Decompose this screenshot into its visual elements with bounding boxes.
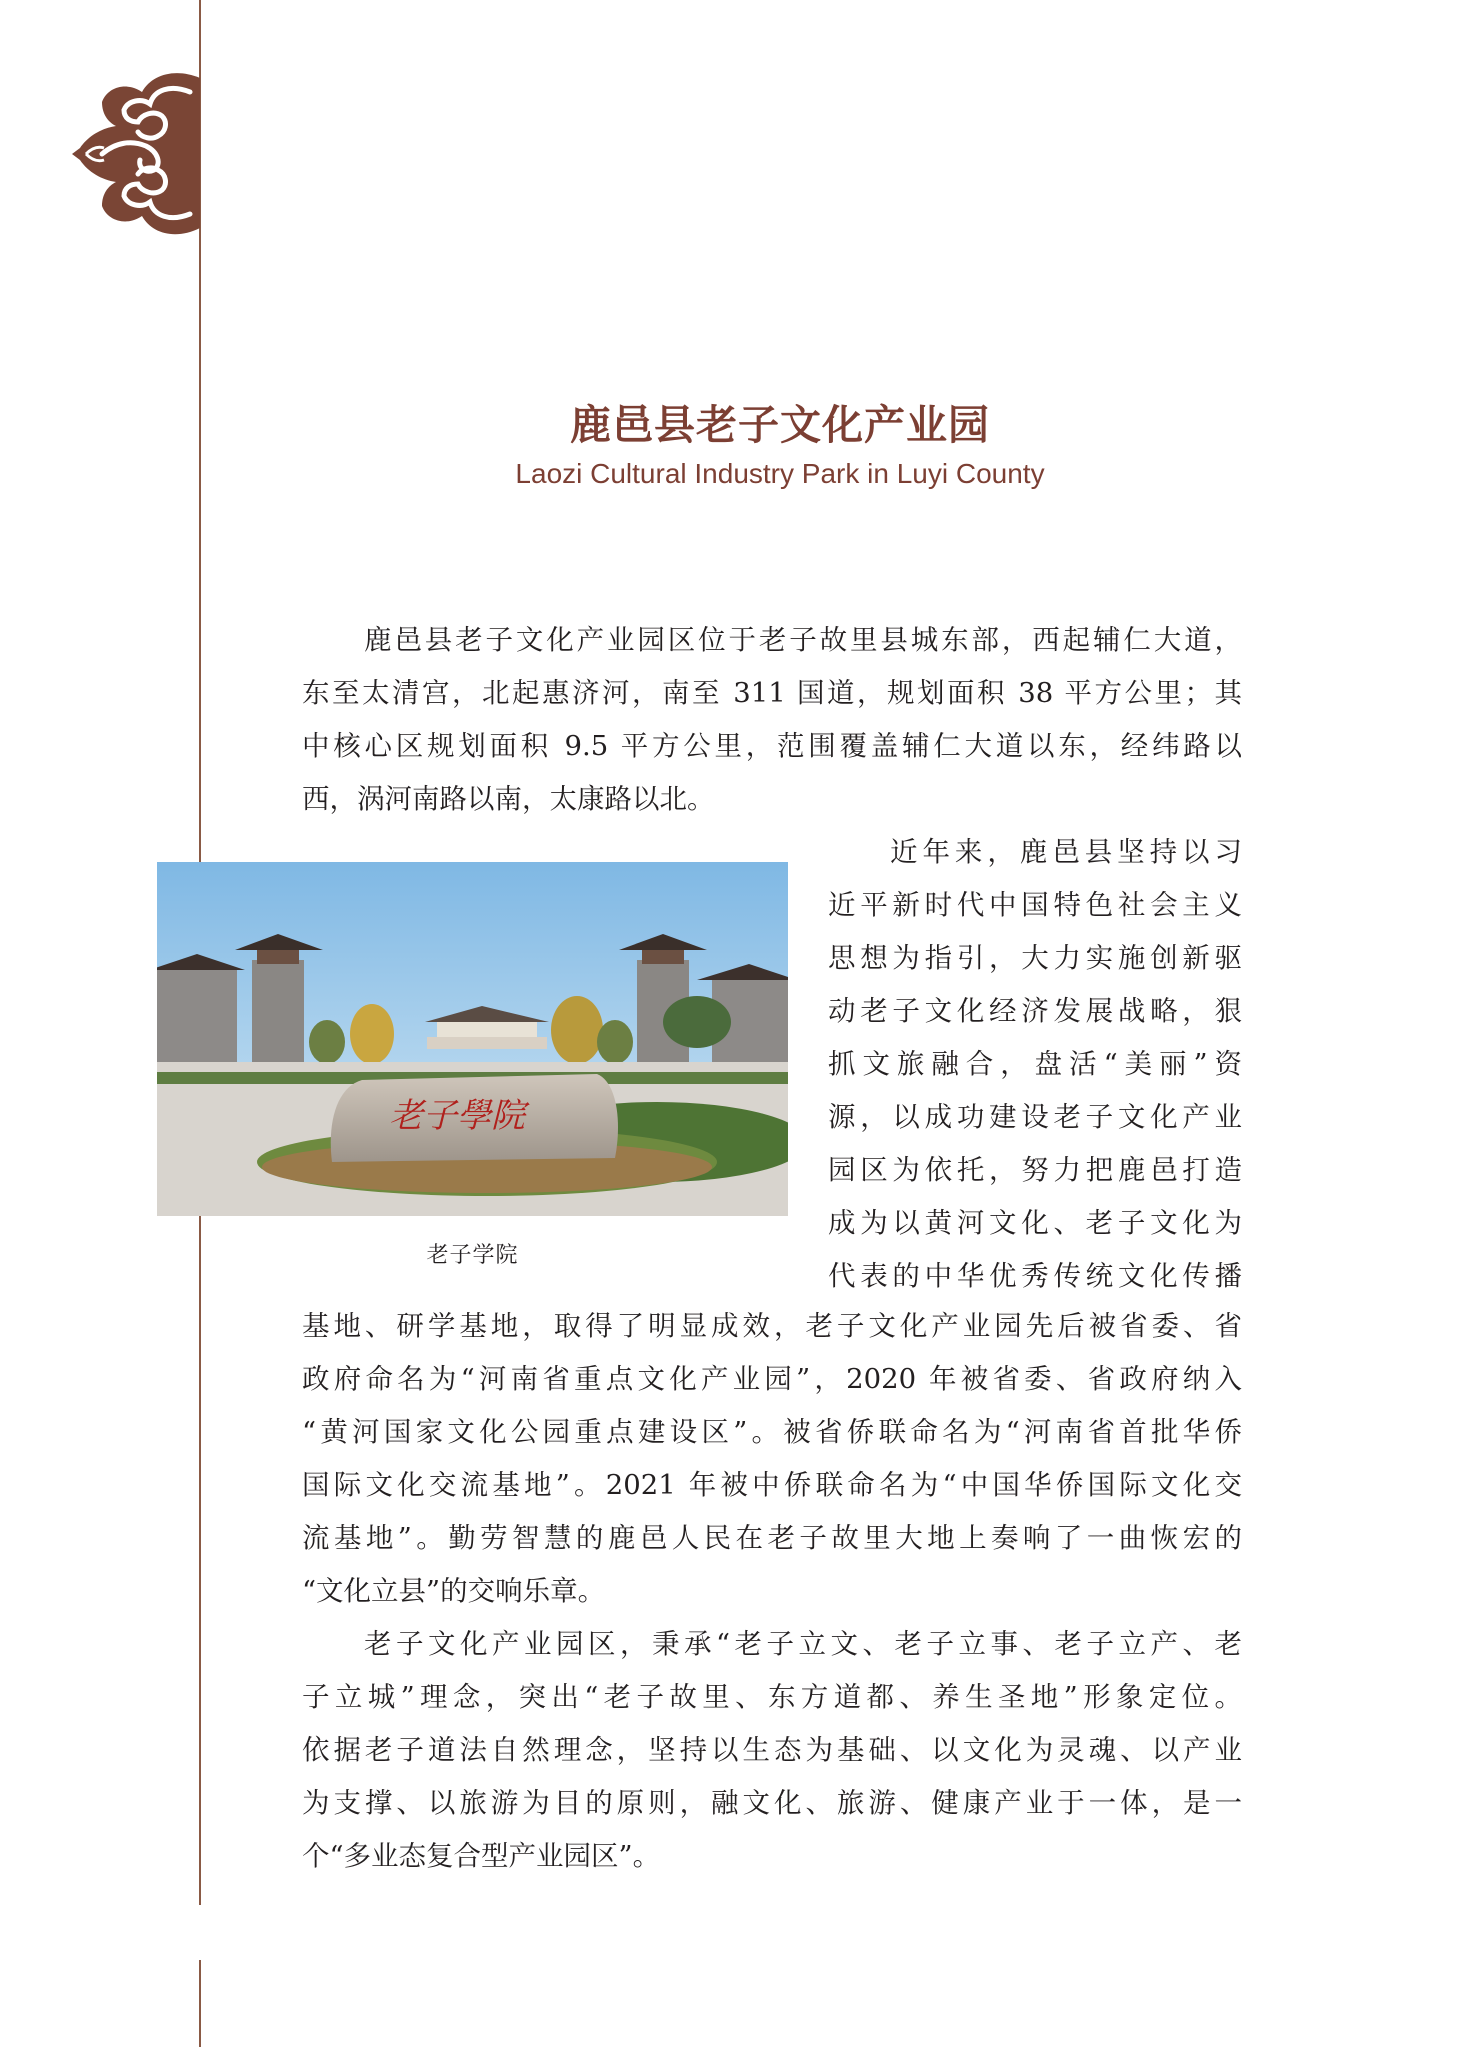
- text-line: 近年来，鹿邑县坚持以习: [890, 836, 1242, 868]
- text-line: 代表的中华优秀传统文化传播: [828, 1260, 1242, 1292]
- paragraph-1: [302, 614, 1242, 826]
- text-line: 鹿邑县老子文化产业园区位于老子故里县城东部，西起辅仁大道，: [364, 624, 1242, 656]
- laozi-academy-photo: [157, 862, 788, 1216]
- paragraph-2-continued: [302, 1300, 1242, 1618]
- stone-inscription: 老子學院: [389, 1096, 525, 1136]
- text-line: 源，以成功建设老子文化产业: [828, 1101, 1242, 1133]
- paragraph-3: [302, 1618, 1242, 1883]
- text-line: 基地、研学基地，取得了明显成效，老子文化产业园先后被省委、省: [302, 1310, 1242, 1342]
- photo-caption: 老子学院: [426, 1243, 519, 1268]
- text-line: 园区为依托，努力把鹿邑打造: [828, 1154, 1242, 1186]
- text-line: 个“多业态复合型产业园区”。: [302, 1840, 661, 1872]
- margin-rule-bottom: [199, 1960, 201, 2047]
- text-line: 政府命名为“河南省重点文化产业园”，2020 年被省委、省政府纳入: [302, 1363, 1242, 1395]
- page-subtitle: Laozi Cultural Industry Park in Luyi County: [515, 458, 1045, 489]
- text-line: 近平新时代中国特色社会主义: [828, 889, 1242, 921]
- text-line: 西，涡河南路以南，太康路以北。: [302, 783, 715, 815]
- text-line: 为支撑、以旅游为目的原则，融文化、旅游、健康产业于一体，是一: [302, 1787, 1242, 1819]
- text-line: 动老子文化经济发展战略，狠: [828, 995, 1242, 1027]
- text-line: “黄河国家文化公园重点建设区”。被省侨联命名为“河南省首批华侨: [302, 1416, 1242, 1448]
- text-line: 东至太清宫，北起惠济河，南至 311 国道，规划面积 38 平方公里；其: [302, 677, 1242, 709]
- text-line: 老子文化产业园区，秉承“老子立文、老子立事、老子立产、老: [364, 1628, 1242, 1660]
- page-title: 鹿邑县老子文化产业园: [570, 401, 990, 449]
- text-line: “文化立县”的交响乐章。: [302, 1575, 606, 1607]
- text-line: 流基地”。勤劳智慧的鹿邑人民在老子故里大地上奏响了一曲恢宏的: [302, 1522, 1242, 1554]
- text-line: 依据老子道法自然理念，坚持以生态为基础、以文化为灵魂、以产业: [302, 1734, 1242, 1766]
- text-line: 成为以黄河文化、老子文化为: [828, 1207, 1242, 1239]
- text-line: 中核心区规划面积 9.5 平方公里，范围覆盖辅仁大道以东，经纬路以: [302, 730, 1242, 762]
- text-line: 国际文化交流基地”。2021 年被中侨联命名为“中国华侨国际文化交: [302, 1469, 1242, 1501]
- auspicious-cloud-icon: [72, 70, 204, 236]
- text-line: 思想为指引，大力实施创新驱: [828, 942, 1242, 974]
- text-line: 抓文旅融合，盘活“美丽”资: [828, 1048, 1242, 1080]
- text-line: 子立城”理念，突出“老子故里、东方道都、养生圣地”形象定位。: [302, 1681, 1242, 1713]
- paragraph-2-wrapped: [828, 826, 1242, 1303]
